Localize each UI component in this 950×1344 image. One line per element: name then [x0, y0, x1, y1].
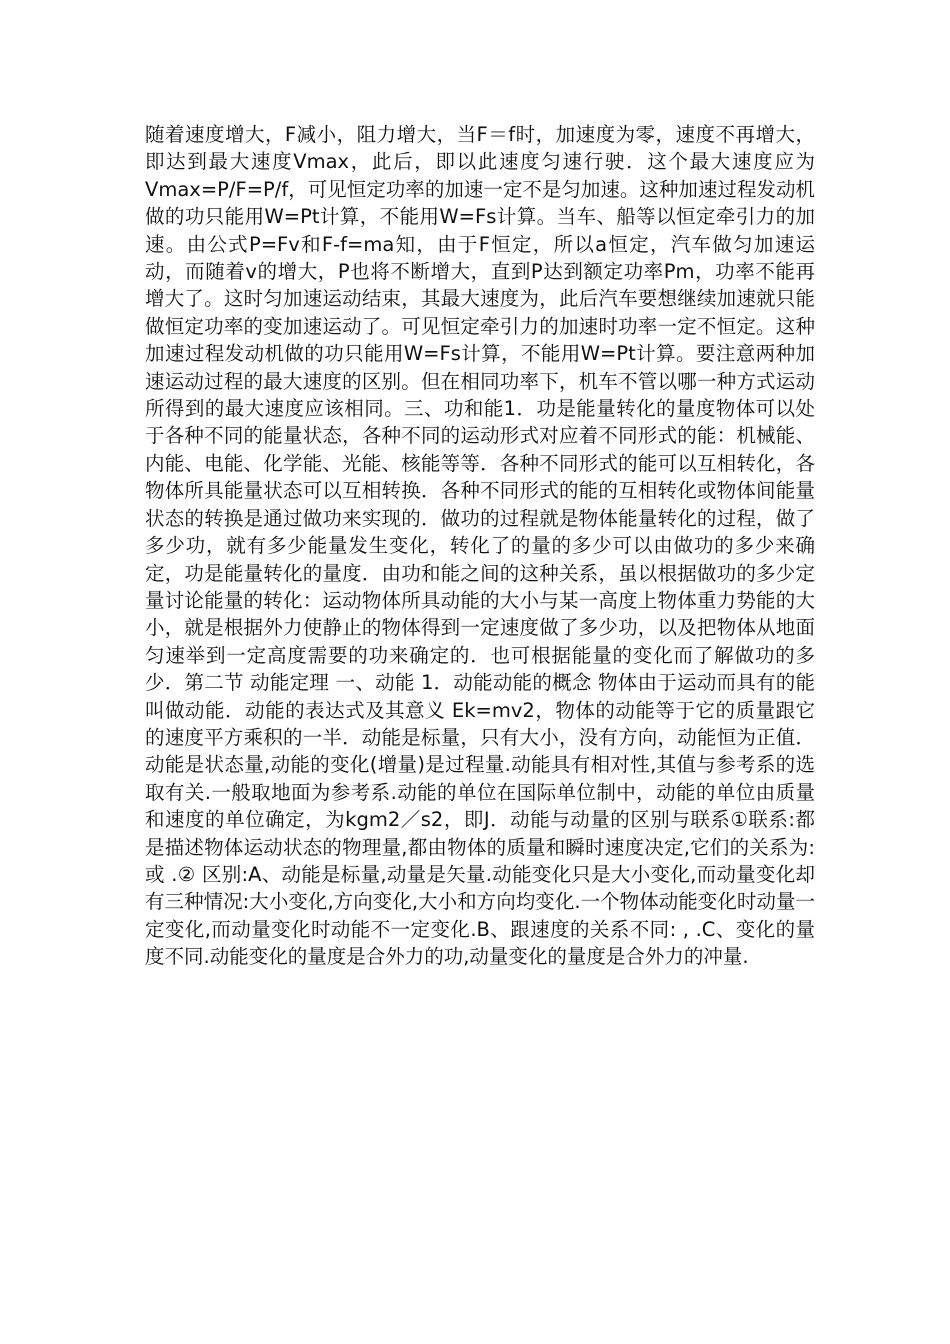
- body-text-block: [145, 121, 815, 971]
- body-paragraph: 随着速度增大，F减小，阻力增大，当F＝f时，加速度为零，速度不再增大，即达到最大速度Vmax，此后，即以此速度匀速行驶．这个最大速度应为Vmax=P/F=P/f，可见恒定功率的加速一定不是匀加速。这种加速过程发动机做的功只能用W=Pt计算，不能用W=Fs计算。当车、船等以恒定牵引力的加速。由公式P=Fv和F-f=ma知，由于F恒定，所以a恒定，汽车做匀加速运动，而随着v的增大，P也将不断增大，直到P达到额定功率Pm，功率不能再增大了。这时匀加速运动结束，其最大速度为，此后汽车要想继续加速就只能做恒定功率的变加速运动了。可见恒定牵引力的加速时功率一定不恒定。这种加速过程发动机做的功只能用W=Fs计算，不能用W=Pt计算。要注意两种加速运动过程的最大速度的区别。但在相同功率下，机车不管以哪一种方式运动所得到的最大速度应该相同。三、功和能1．功是能量转化的量度物体可以处于各种不同的能量状态，各种不同的运动形式对应着不同形式的能：机械能、内能、电能、化学能、光能、核能等等．各种不同形式的能可以互相转化，各物体所具能量状态可以互相转换．各种不同形式的能的互相转化或物体间能量状态的转换是通过做功来实现的．做功的过程就是物体能量转化的过程，做了多少功，就有多少能量发生变化，转化了的量的多少可以由做功的多少来确定，功是能量转化的量度．由功和能之间的这种关系，虽以根据做功的多少定量讨论能量的转化：运动物体所具动能的大小与某一高度上物体重力势能的大小，就是根据外力使静止的物体得到一定速度做了多少功，以及把物体从地面匀速举到一定高度需要的功来确定的．也可根据能量的变化而了解做功的多少．第二节 动能定理 一、动能 1．动能动能的概念 物体由于运动而具有的能叫做动能．动能的表达式及其意义 Ek=mv2，物体的动能等于它的质量跟它的速度平方乘积的一半．动能是标量，只有大小，没有方向，动能恒为正值．动能是状态量,动能的变化(增量)是过程量.动能具有相对性,其值与参考系的选取有关.一般取地面为参考系.动能的单位在国际单位制中，动能的单位由质量和速度的单位确定，为kgm2／s2，即J．动能与动量的区别与联系①联系:都是描述物体运动状态的物理量,都由物体的质量和瞬时速度决定,它们的关系为: 或 .② 区别:A、动能是标量,动量是矢量.动能变化只是大小变化,而动量变化却有三种情况:大小变化,方向变化,大小和方向均变化.一个物体动能变化时动量一定变化,而动量变化时动能不一定变化.B、跟速度的关系不同: , .C、变化的量度不同.动能变化的量度是合外力的功,动量变化的量度是合外力的冲量.: [145, 123, 815, 969]
